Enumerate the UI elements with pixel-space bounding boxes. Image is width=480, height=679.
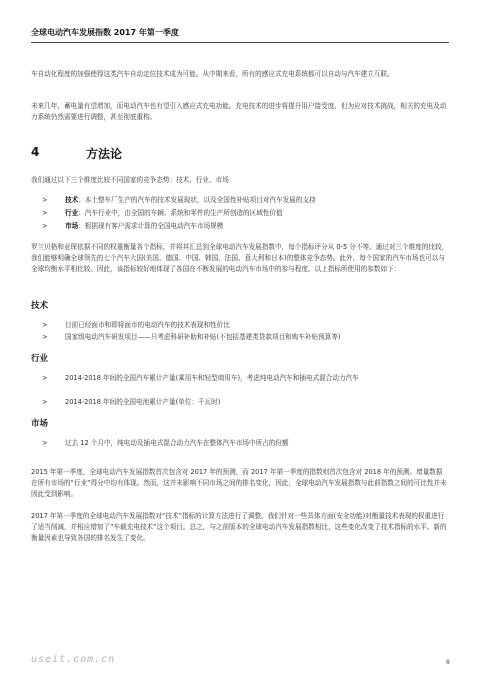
criteria-heading-market: 市场: [31, 419, 49, 429]
dimension-text: ：汽车行业中，由全国的车辆、系统和零件的生产所创造的区域性价值: [78, 209, 283, 217]
page-number: 8: [446, 659, 450, 666]
bullet-marker: >: [42, 398, 48, 406]
criteria-item: > 目前已经面市和即将面市的电动汽车的技术表现和性价比: [42, 321, 230, 329]
header-divider: [31, 42, 449, 43]
bullet-marker: >: [42, 209, 48, 217]
dimension-text: ：根据现有客户需求计算的全国电动汽车市场规模: [78, 222, 224, 230]
criteria-item: > 过去 12 个月中，纯电动及插电式混合动力汽车在整体汽车市场中所占的份额: [42, 439, 289, 447]
dimension-label: 市场: [65, 222, 79, 230]
bullet-marker: >: [42, 321, 48, 329]
dimension-market: [42, 221, 447, 232]
closing-paragraph-2: 2017 年第一季度的全球电动汽车发展指数对“技术”指标的计算方法进行了调整。我们针对一些具体方面(安全功能)对衡量技术表现的权重进行了适当削减，并相应增加了“车载充电技术”这个项目。总之，与之前版本的全球电动汽车发展指数相比，这些变化改变了技术指标的水平。新的衡量因素也导致各国的排名发生了变化。: [31, 512, 447, 542]
criteria-item: > 2014-2018 年间的全国电池累计产量(单位：千瓦时): [42, 398, 221, 406]
section-title: 方法论: [86, 147, 123, 161]
criteria-item: > 国家级电动汽车研发项目——只考虑科研补助和补贴(不包括基建类贷款项目和购车补贴预算等): [42, 333, 341, 341]
bullet-marker: >: [42, 222, 48, 230]
watermark: useit.com.cn: [31, 654, 116, 665]
criteria-heading-technology: 技术: [31, 301, 49, 311]
bullet-marker: >: [42, 374, 48, 382]
dimension-label: 行业: [65, 209, 79, 217]
bullet-marker: >: [42, 333, 48, 341]
running-header: 全球电动汽车发展指数 2017 年第一季度: [31, 28, 179, 37]
bullet-marker: >: [42, 439, 48, 447]
dimension-text: ：本土整车厂生产的汽车的技术发展现状，以及全国性补贴项目对汽车发展的支持: [78, 196, 316, 204]
intro-paragraph-1: 车自动化程度的加强使得这类汽车自动定位技术成为可能。从中期来看，所有的感应式充电系统都可以自动与汽车建立互联。: [31, 70, 394, 78]
method-paragraph: 罗兰贝格和亚琛依据不同的权重衡量各个指标，并将其汇总到全球电动汽车发展指数中，每个指标评分从 0-5 分不等。通过对三个维度的比较，我们能够明确全球领先的七个汽车大国(美国、德国、中国、韩国、法国、意大利和日本)的整体竞争态势。此外，每个国家的汽车市场也可以与全球均衡水平相比较。因此，该指标较好地体现了各国在不断发展的电动汽车市场中的参与程度。以上指标所使用的参数如下：: [31, 243, 449, 273]
criteria-heading-industry: 行业: [31, 354, 49, 364]
dimension-technology: [42, 195, 447, 206]
bullet-marker: >: [42, 196, 48, 204]
criteria-item: > 2014-2018 年间的全国汽车累计产量(乘用车和轻型商用车)，考虑纯电动汽车和插电式混合动力汽车: [42, 374, 359, 382]
dimension-label: 技术: [65, 196, 79, 204]
method-intro: 我们通过以下三个维度比较不同国家的竞争态势：技术、行业、市场: [31, 176, 229, 184]
dimension-industry: [42, 208, 447, 219]
closing-paragraph-1: 2015 年第一季度，全球电动汽车发展指数首次包含对 2017 年的预测，而 2017 年第一季度的指数则首次包含对 2018 年的预测。增量数据在所有市场的“行业”得分中均有体现。然而，这并未影响不同市场之间的排名变化，因此，全球电动汽车发展指数与此前指数之间的可比性并未因此受到影响。: [31, 468, 447, 498]
intro-paragraph-2: 未来几年，蓄电量有望增加，而电动汽车也有望引入感应式充电功能。充电技术的进步将提升用户接受度，但为应对技术挑战，相关的充电及动力系统仍然需要进行调整，甚至彻底重构。: [31, 102, 447, 121]
section-number: 4: [31, 145, 40, 159]
